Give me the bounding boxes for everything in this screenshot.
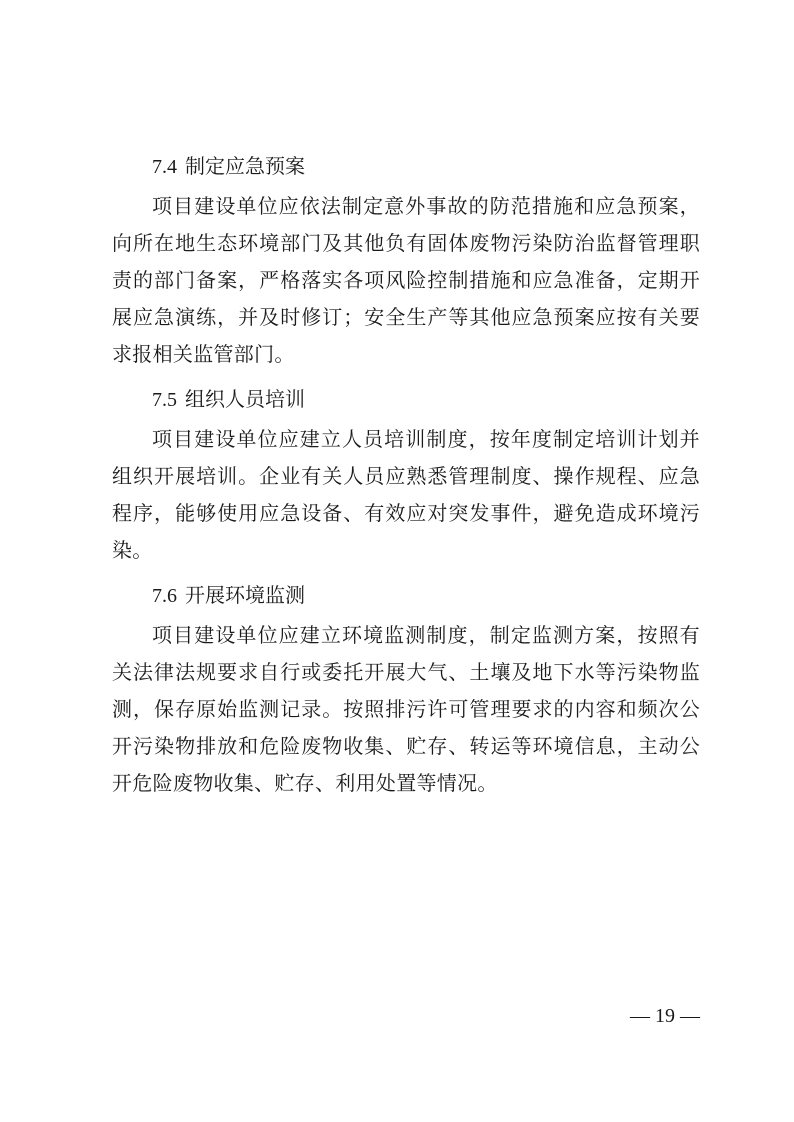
section-heading-7-5 [112, 379, 700, 419]
section-number: 7.5 [152, 389, 177, 411]
section-body-7-6: 项目建设单位应建立环境监测制度，制定监测方案，按照有关法律法规要求自行或委托开展大气、土壤及地下水等污染物监测，保存原始监测记录。按照排污许可管理要求的内容和频次公开污染物排放和危险废物收集、贮存、转运等环境信息，主动公开危险废物收集、贮存、利用处置等情况。 [112, 623, 700, 795]
section-body-7-4: 项目建设单位应依法制定意外事故的防范措施和应急预案，向所在地生态环境部门及其他负有固体废物污染防治监督管理职责的部门备案，严格落实各项风险控制措施和应急准备，定期开展应急演练，并及时修订；安全生产等其他应急预案应按有关要求报相关监管部门。 [112, 194, 700, 366]
section-heading-7-6 [112, 575, 700, 615]
section-number: 7.4 [152, 156, 177, 178]
section-body-7-5: 项目建设单位应建立人员培训制度，按年度制定培训计划并组织开展培训。企业有关人员应熟悉管理制度、操作规程、应急程序，能够使用应急设备、有效应对突发事件，避免造成环境污染。 [112, 427, 700, 562]
section-title: 制定应急预案 [185, 154, 305, 178]
section-title: 开展环境监测 [185, 583, 305, 607]
page-number: — 19 — [630, 1005, 700, 1027]
section-number: 7.6 [152, 585, 177, 607]
section-title: 组织人员培训 [185, 387, 305, 411]
section-heading-7-4 [112, 146, 700, 186]
page-content [112, 146, 700, 808]
